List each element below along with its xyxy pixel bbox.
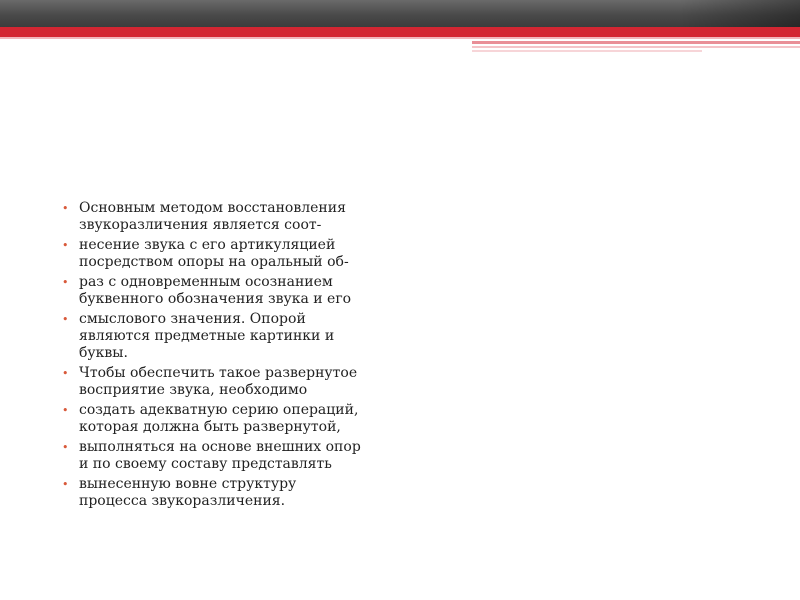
bullet-icon: •	[62, 313, 69, 326]
header-red-stripe	[0, 27, 800, 37]
bullet-icon: •	[62, 441, 69, 454]
text-line: несение звука с его артикуляцией	[79, 237, 336, 253]
text-line: выполняться на основе внешних опор	[79, 439, 361, 455]
list-item	[62, 476, 402, 510]
bullet-icon: •	[62, 239, 69, 252]
slide-body-text	[62, 200, 402, 513]
bullet-icon: •	[62, 478, 69, 491]
text-line: являются предметные картинки и	[79, 328, 335, 344]
list-item	[62, 439, 402, 473]
bullet-list	[62, 200, 402, 510]
list-item	[62, 274, 402, 308]
text-line: восприятие звука, необходимо	[79, 382, 308, 398]
header-red-thin-stripe-3	[472, 46, 800, 48]
header-red-thin-stripe-1	[0, 37, 800, 39]
text-line: звукоразличения является соот-	[79, 217, 322, 233]
bullet-icon: •	[62, 367, 69, 380]
text-line: создать адекватную серию операций,	[79, 402, 359, 418]
text-line: Чтобы обеспечить такое развернутое	[79, 365, 358, 381]
text-line: вынесенную вовне структуру	[79, 476, 297, 492]
list-item	[62, 365, 402, 399]
list-item	[62, 237, 402, 271]
list-item	[62, 311, 402, 362]
bullet-icon: •	[62, 202, 69, 215]
text-line: которая должна быть развернутой,	[79, 419, 341, 435]
list-item	[62, 402, 402, 436]
text-line: буквенного обозначения звука и его	[79, 291, 352, 307]
header-red-thin-stripe-4	[472, 50, 702, 52]
list-item	[62, 200, 402, 234]
bullet-icon: •	[62, 276, 69, 289]
bullet-icon: •	[62, 404, 69, 417]
text-line: раз с одновременным осознанием	[79, 274, 333, 290]
header-shade	[680, 0, 800, 27]
text-line: смыслового значения. Опорой	[79, 311, 306, 327]
text-line: посредством опоры на оральный об-	[79, 254, 349, 270]
text-line: процесса звукоразличения.	[79, 493, 286, 509]
text-line: Основным методом восстановления	[79, 200, 346, 216]
header-red-thin-stripe-2	[472, 41, 800, 44]
text-line: и по своему составу представлять	[79, 456, 332, 472]
text-line: буквы.	[79, 345, 128, 361]
